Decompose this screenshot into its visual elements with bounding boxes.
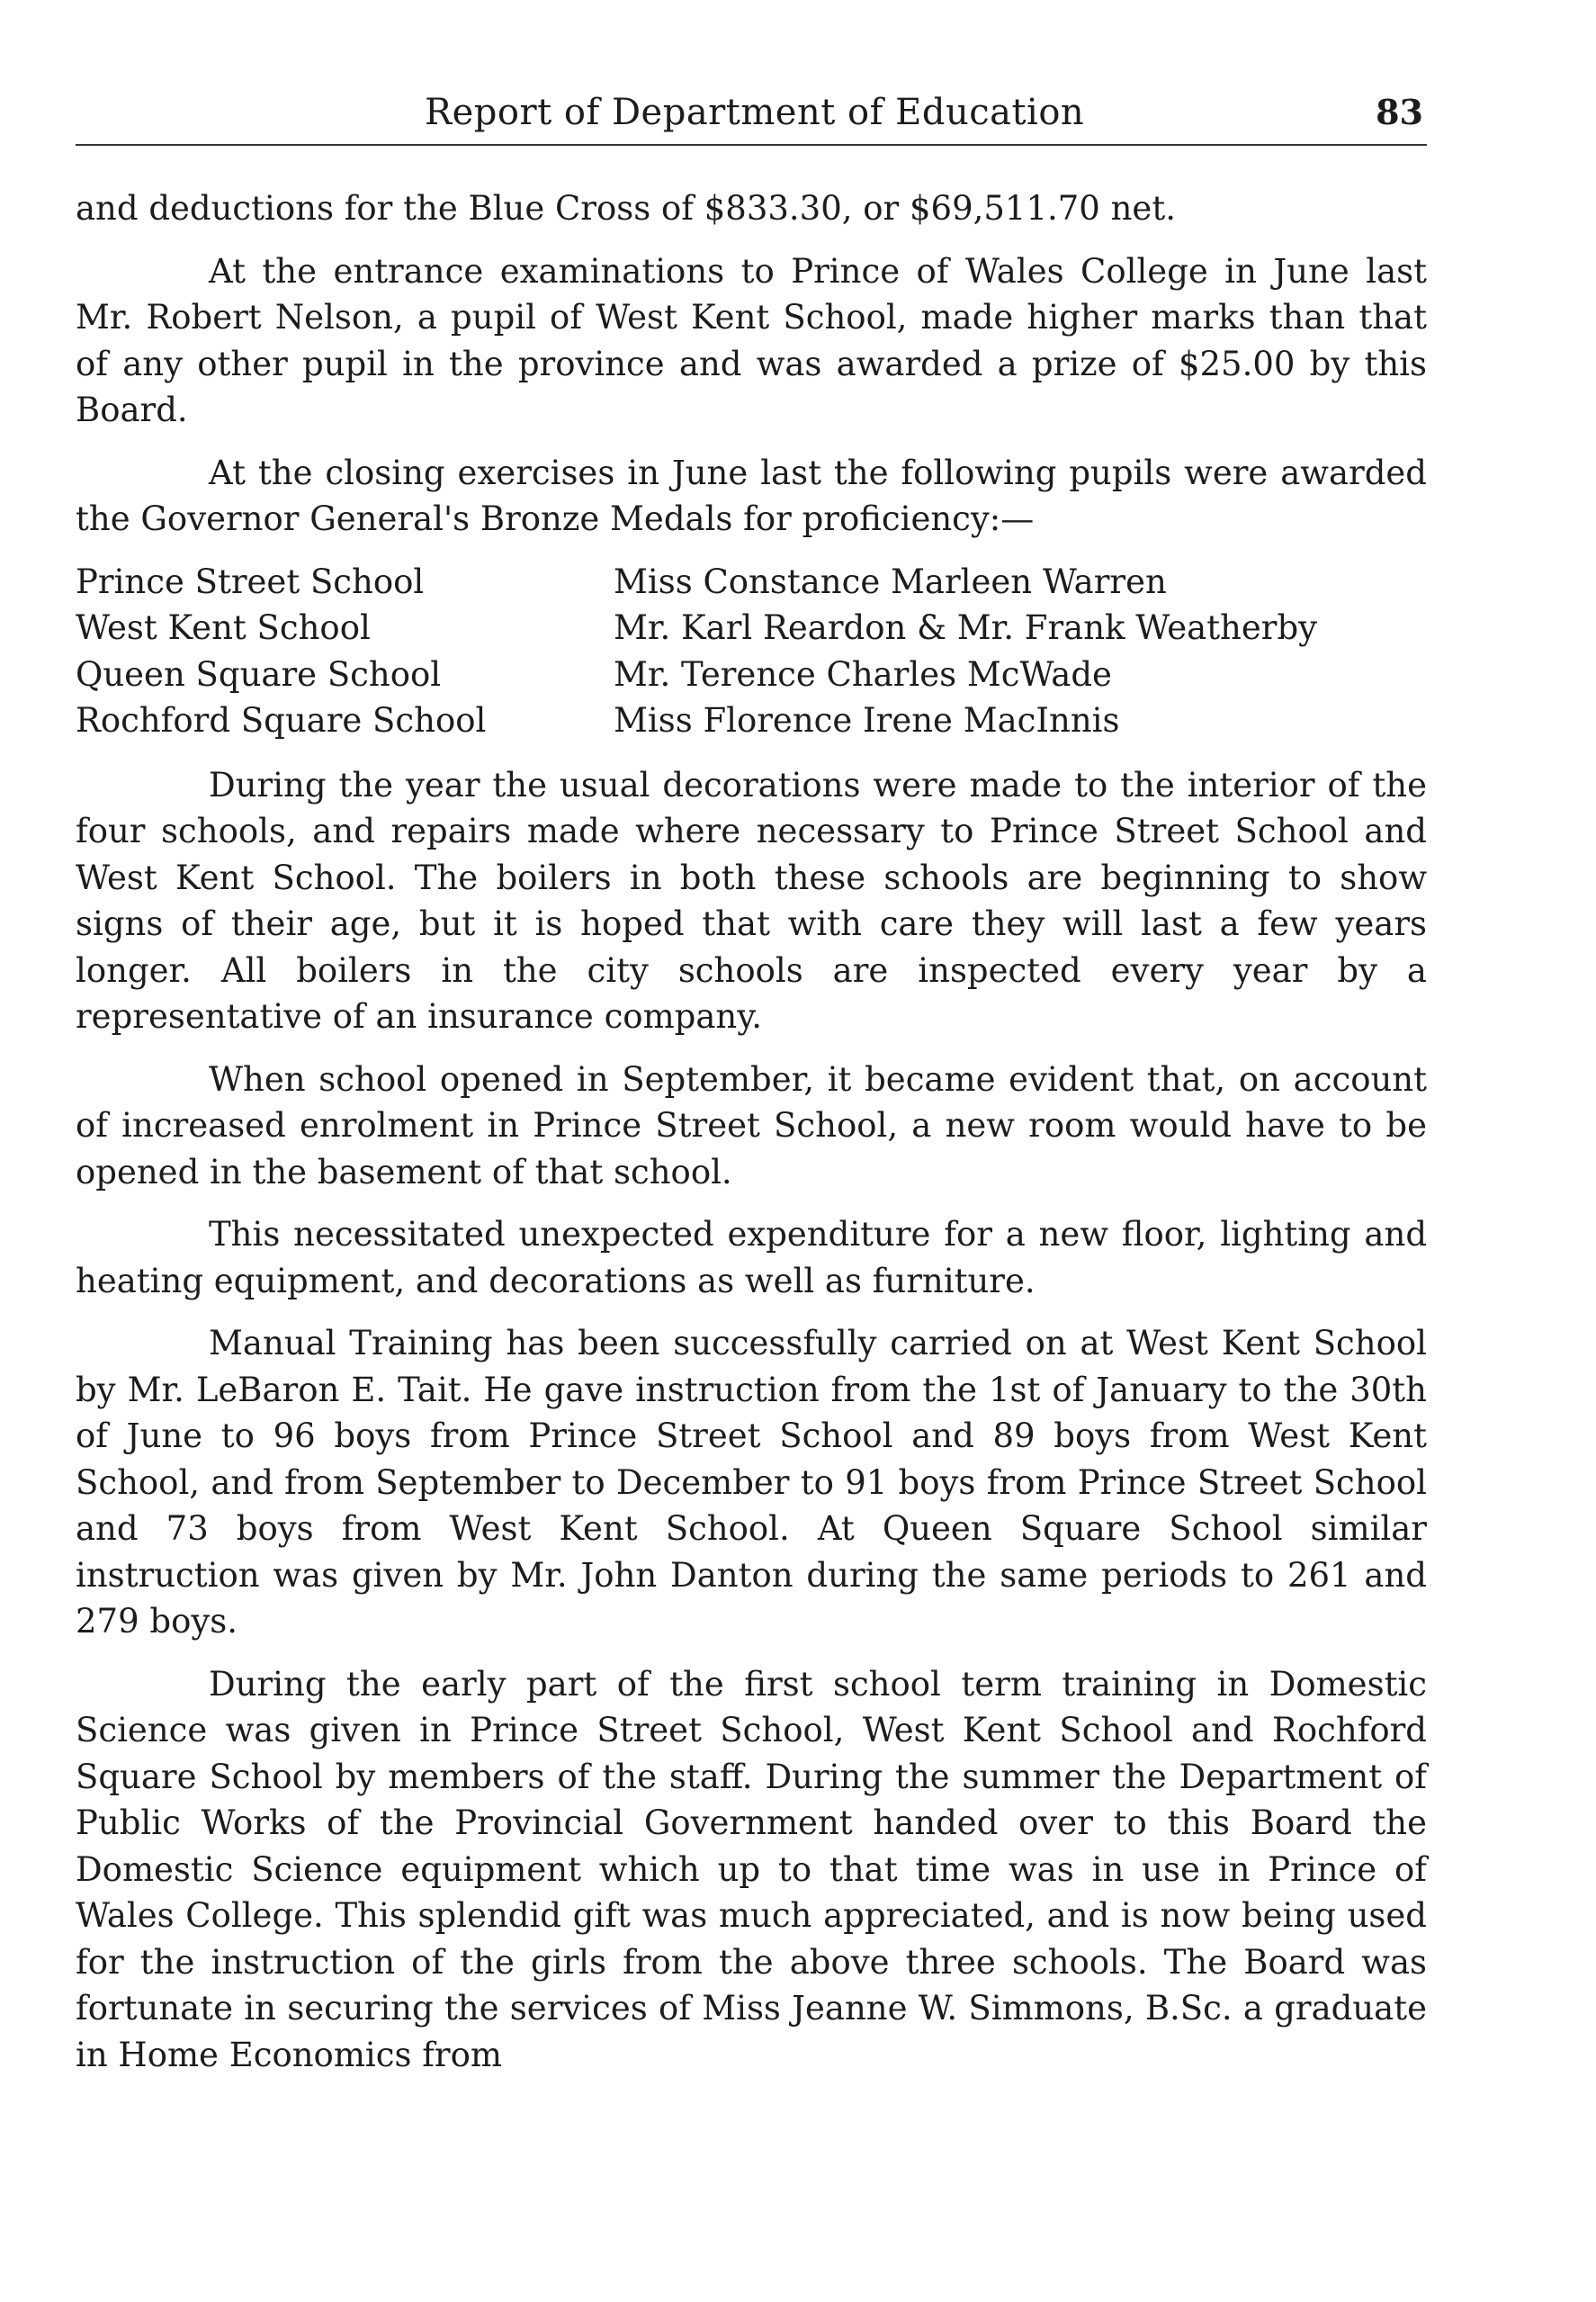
- header-title: Report of Department of Education: [425, 92, 1085, 133]
- medal-row: [76, 697, 1427, 744]
- paragraph-september: When school opened in September, it became evident that, on account of increased enrolment in Prince Street School, a new room would have to be opened in the basement of that school.: [76, 1059, 1427, 1191]
- paragraph-closing-exercises: At the closing exercises in June last the following pupils were awarded the Governor General's Bronze Medals for proficiency:—: [76, 453, 1427, 538]
- medal-row: [76, 652, 1427, 698]
- medal-school: Rochford Square School: [76, 701, 487, 740]
- medal-winner: Miss Florence Irene MacInnis: [614, 701, 1120, 740]
- medal-school: Queen Square School: [76, 654, 442, 694]
- paragraph-manual-training: Manual Training has been successfully carried on at West Kent School by Mr. LeBaron E. Tait. He gave instruction from the 1st of January to the 30th of June to 96 boys from Prince Street School and 89 boys from West Kent School, and from September to December to 91 boys from Prince Street School and 73 boys from West Kent School. At Queen Square School similar instruction was given by Mr. John Danton during the same periods to 261 and 279 boys.: [76, 1324, 1427, 1641]
- medal-list: [76, 559, 1427, 744]
- body-text: [76, 185, 1427, 2078]
- document-page: [76, 86, 1427, 2094]
- medal-school: West Kent School: [76, 608, 371, 647]
- paragraph-continuation: and deductions for the Blue Cross of $833.30, or $69,511.70 net.: [76, 189, 1176, 228]
- running-header: [76, 86, 1427, 146]
- paragraph-expenditure: This necessitated unexpected expenditure for a new floor, lighting and heating equipment, and decorations as well as furniture.: [76, 1215, 1427, 1300]
- medal-row: [76, 605, 1427, 652]
- medal-row: [76, 559, 1427, 606]
- medal-winner: Mr. Karl Reardon & Mr. Frank Weatherby: [614, 608, 1318, 647]
- page-number: 83: [1376, 92, 1423, 132]
- medal-school: Prince Street School: [76, 562, 425, 601]
- medal-winner: Miss Constance Marleen Warren: [614, 562, 1167, 601]
- paragraph-entrance-exams: At the entrance examinations to Prince of Wales College in June last Mr. Robert Nelson, a pupil of West Kent School, made higher marks than that of any other pupil in the province and was awarded a prize of $25.00 by this Board.: [76, 251, 1427, 429]
- medal-winner: Mr. Terence Charles McWade: [614, 654, 1112, 694]
- paragraph-decorations: During the year the usual decorations were made to the interior of the four schools, and repairs made where necessary to Prince Street School and West Kent School. The boilers in both these schools are beginning to show signs of their age, but it is hoped that with care they will last a few years longer. All boilers in the city schools are inspected every year by a representative of an insurance company.: [76, 765, 1427, 1036]
- paragraph-domestic-science: During the early part of the first school term training in Domestic Science was given in Prince Street School, West Kent School and Rochford Square School by members of the staff. During the summer the Department of Public Works of the Provincial Government handed over to this Board the Domestic Science equipment which up to that time was in use in Prince of Wales College. This splendid gift was much appreciated, and is now being used for the instruction of the girls from the above three schools. The Board was fortunate in securing the services of Miss Jeanne W. Simmons, B.Sc. a graduate in Home Economics from: [76, 1664, 1427, 2074]
